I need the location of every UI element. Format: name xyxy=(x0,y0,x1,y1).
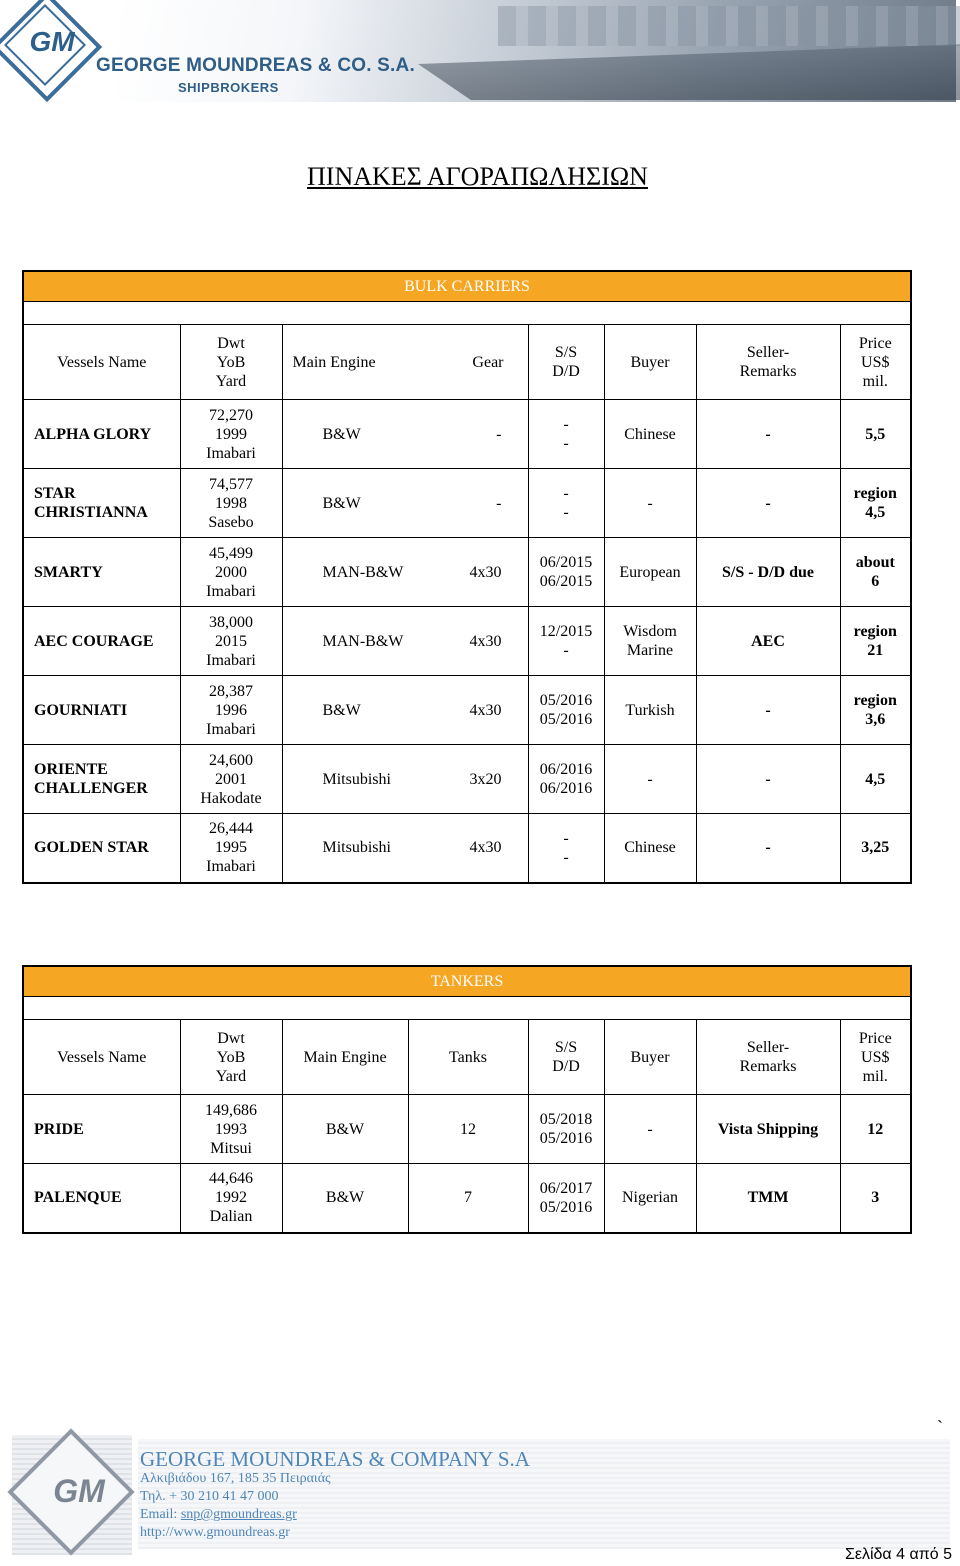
table-header-row xyxy=(23,1020,911,1095)
buyer: Chinese xyxy=(604,814,696,883)
ss-dd: - - xyxy=(528,814,604,883)
buyer: European xyxy=(604,538,696,607)
engine-gear: B&W - xyxy=(282,469,528,538)
engine-gear: MAN-B&W 4x30 xyxy=(282,538,528,607)
vessel-name: ALPHA GLORY xyxy=(23,400,180,469)
footer-email-line: Email: snp@gmoundreas.gr xyxy=(140,1507,297,1522)
col-header-vessel: Vessels Name xyxy=(23,325,180,400)
main-engine: B&W xyxy=(282,1164,408,1233)
col-header-ss-dd: S/S D/D xyxy=(528,325,604,400)
company-subtitle: SHIPBROKERS xyxy=(178,80,279,95)
table-row xyxy=(23,676,911,745)
ss-dd: 12/2015 - xyxy=(528,607,604,676)
engine-gear: B&W - xyxy=(282,400,528,469)
col-header-ss-dd: S/S D/D xyxy=(528,1020,604,1095)
table-row xyxy=(23,1164,911,1233)
tankers-table xyxy=(22,965,912,1234)
col-header-buyer: Buyer xyxy=(604,1020,696,1095)
seller-remarks: - xyxy=(696,400,840,469)
table-row xyxy=(23,814,911,883)
vessel-name: ORIENTE CHALLENGER xyxy=(23,745,180,814)
footer-address: Αλκιβιάδου 167, 185 35 Πειραιάς xyxy=(140,1471,331,1486)
col-header-engine: Main Engine xyxy=(282,1020,408,1095)
ss-dd: 06/2017 05/2016 xyxy=(528,1164,604,1233)
dwt-yob-yard: 38,000 2015 Imabari xyxy=(180,607,282,676)
dwt-yob-yard: 149,686 1993 Mitsui xyxy=(180,1095,282,1164)
col-header-remarks: Seller- Remarks xyxy=(696,1020,840,1095)
table-row xyxy=(23,400,911,469)
buyer: Chinese xyxy=(604,400,696,469)
table-row xyxy=(23,607,911,676)
engine-gear: Mitsubishi 4x30 xyxy=(282,814,528,883)
dwt-yob-yard: 26,444 1995 Imabari xyxy=(180,814,282,883)
seller-remarks: - xyxy=(696,814,840,883)
table-row xyxy=(23,745,911,814)
dwt-yob-yard: 28,387 1996 Imabari xyxy=(180,676,282,745)
table-row xyxy=(23,469,911,538)
section-title-tankers: TANKERS xyxy=(23,966,911,997)
vessel-name: AEC COURAGE xyxy=(23,607,180,676)
table-row xyxy=(23,538,911,607)
vessel-name: PALENQUE xyxy=(23,1164,180,1233)
seller-remarks: - xyxy=(696,469,840,538)
main-engine: B&W xyxy=(282,1095,408,1164)
engine-gear: Mitsubishi 3x20 xyxy=(282,745,528,814)
price: region 3,6 xyxy=(840,676,911,745)
dwt-yob-yard: 24,600 2001 Hakodate xyxy=(180,745,282,814)
ss-dd: 06/2015 06/2015 xyxy=(528,538,604,607)
stray-mark: ` xyxy=(937,1417,943,1437)
vessel-name: SMARTY xyxy=(23,538,180,607)
col-header-buyer: Buyer xyxy=(604,325,696,400)
ss-dd: - - xyxy=(528,400,604,469)
ss-dd: 05/2018 05/2016 xyxy=(528,1095,604,1164)
engine-gear: B&W 4x30 xyxy=(282,676,528,745)
buyer: - xyxy=(604,745,696,814)
buyer: - xyxy=(604,469,696,538)
dwt-yob-yard: 72,270 1999 Imabari xyxy=(180,400,282,469)
section-title-bulk-carriers: BULK CARRIERS xyxy=(23,271,911,302)
table-header-row xyxy=(23,325,911,400)
dwt-yob-yard: 74,577 1998 Sasebo xyxy=(180,469,282,538)
price: region 21 xyxy=(840,607,911,676)
seller-remarks: - xyxy=(696,676,840,745)
vessel-name: STAR CHRISTIANNA xyxy=(23,469,180,538)
col-header-dwt: Dwt YoB Yard xyxy=(180,1020,282,1095)
tanks: 7 xyxy=(408,1164,528,1233)
buyer: - xyxy=(604,1095,696,1164)
price: 3,25 xyxy=(840,814,911,883)
letterhead-banner xyxy=(0,0,960,104)
vessel-name: GOLDEN STAR xyxy=(23,814,180,883)
seller-remarks: TMM xyxy=(696,1164,840,1233)
col-header-price: Price US$ mil. xyxy=(840,1020,911,1095)
engine-gear: MAN-B&W 4x30 xyxy=(282,607,528,676)
col-header-tanks: Tanks xyxy=(408,1020,528,1095)
company-name: GEORGE MOUNDREAS & CO. S.A. xyxy=(96,55,415,76)
footer-company-name: GEORGE MOUNDREAS & COMPANY S.A xyxy=(140,1447,530,1471)
seller-remarks: AEC xyxy=(696,607,840,676)
col-header-price: Price US$ mil. xyxy=(840,325,911,400)
price: 5,5 xyxy=(840,400,911,469)
col-header-engine-gear: Main Engine Gear xyxy=(282,325,528,400)
price: 12 xyxy=(840,1095,911,1164)
seller-remarks: - xyxy=(696,745,840,814)
seller-remarks: Vista Shipping xyxy=(696,1095,840,1164)
logo-monogram: GM xyxy=(29,26,75,57)
page-number: Σελίδα 4 από 5 xyxy=(844,1546,952,1563)
footer-phone: Τηλ. + 30 210 41 47 000 xyxy=(140,1489,279,1504)
vessel-name: PRIDE xyxy=(23,1095,180,1164)
footer-email-link[interactable]: snp@gmoundreas.gr xyxy=(180,1507,297,1522)
dwt-yob-yard: 45,499 2000 Imabari xyxy=(180,538,282,607)
ss-dd: - - xyxy=(528,469,604,538)
tanks: 12 xyxy=(408,1095,528,1164)
col-header-remarks: Seller- Remarks xyxy=(696,325,840,400)
table-row xyxy=(23,1095,911,1164)
buyer: Turkish xyxy=(604,676,696,745)
seller-remarks: S/S - D/D due xyxy=(696,538,840,607)
price: region 4,5 xyxy=(840,469,911,538)
footer-logo-monogram: GM xyxy=(53,1473,105,1509)
dwt-yob-yard: 44,646 1992 Dalian xyxy=(180,1164,282,1233)
buyer: Nigerian xyxy=(604,1164,696,1233)
price: 4,5 xyxy=(840,745,911,814)
price: about 6 xyxy=(840,538,911,607)
price: 3 xyxy=(840,1164,911,1233)
buyer: Wisdom Marine xyxy=(604,607,696,676)
footer-website[interactable]: http://www.gmoundreas.gr xyxy=(140,1525,290,1540)
vessel-name: GOURNIATI xyxy=(23,676,180,745)
letterhead-footer xyxy=(0,1405,960,1566)
ss-dd: 06/2016 06/2016 xyxy=(528,745,604,814)
ss-dd: 05/2016 05/2016 xyxy=(528,676,604,745)
bulk-carriers-table xyxy=(22,270,912,884)
col-header-dwt: Dwt YoB Yard xyxy=(180,325,282,400)
col-header-vessel: Vessels Name xyxy=(23,1020,180,1095)
page-title: ΠΙΝΑΚΕΣ ΑΓΟΡΑΠΩΛΗΣΙΩΝ xyxy=(307,162,648,191)
